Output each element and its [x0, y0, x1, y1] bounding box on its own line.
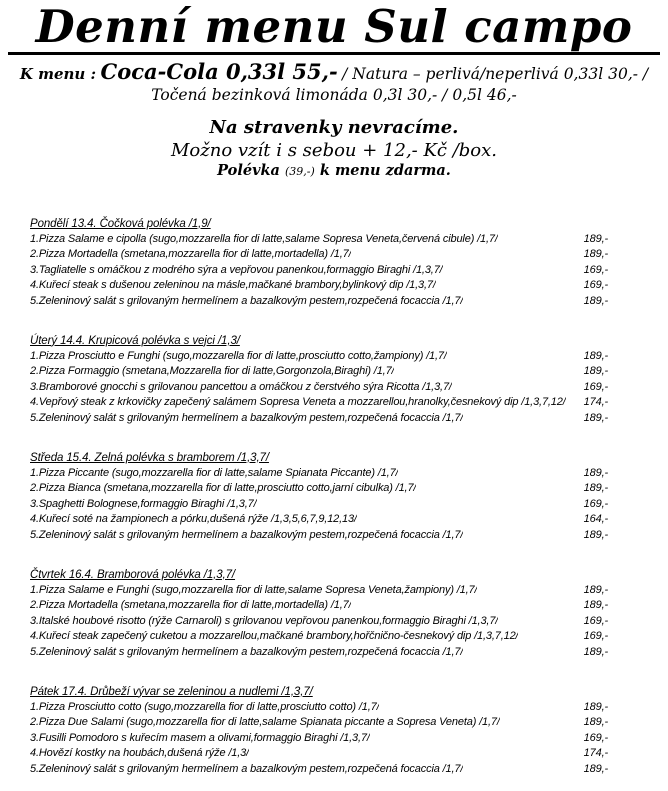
- menu-item-price: 169,-: [583, 380, 608, 393]
- menu-item-price: 189,-: [583, 365, 608, 378]
- menu-item-text: 4.Vepřový steak z krkovičky zapečený salámem Sopresa Veneta a mozzarellou,hranolky,česnekový dip /1,3,7,12/: [30, 396, 566, 409]
- day-section-monday: [30, 216, 608, 310]
- day-section-wednesday: [30, 450, 608, 544]
- day-heading: Čtvrtek 16.4. Bramborová polévka /1,3,7/: [30, 568, 236, 581]
- menu-item-text: 4.Kuřecí soté na žampionech a pórku,dušená rýže /1,3,5,6,7,9,12,13/: [30, 513, 357, 526]
- menu-item-text: 4.Kuřecí steak s dušenou zeleninou na másle,mačkané brambory,bylinkový dip /1,3,7/: [30, 279, 436, 292]
- menu-item-text: 3.Tagliatelle s omáčkou z modrého sýra a vepřovou panenkou,formaggio Biraghi /1,3,7/: [30, 263, 443, 276]
- menu-item-price: 189,-: [583, 248, 608, 261]
- menu-item-price: 169,-: [583, 614, 608, 627]
- menu-item-text: 3.Bramborové gnocchi s grilovanou pancettou a omáčkou z čerstvého sýra Ricotta /1,3,7/: [30, 380, 452, 393]
- menu-item-price: 189,-: [583, 349, 608, 362]
- menu-item: [30, 598, 608, 614]
- menu-item-price: 169,-: [583, 279, 608, 292]
- menu-item-price: 189,-: [583, 716, 608, 729]
- menu-item: [30, 466, 608, 482]
- menu-item-price: 189,-: [583, 482, 608, 495]
- menu-item: [30, 731, 608, 747]
- menu-item-text: 5.Zeleninový salát s grilovaným hermelínem a bazalkovým pestem,rozpečená focaccia /1,7/: [30, 412, 464, 425]
- takeaway-note: Možno vzít i s sebou + 12,- Kč /box.: [170, 139, 498, 161]
- soup-note-prefix: Polévka: [217, 161, 285, 179]
- limonada-line: Točená bezinková limonáda 0,3l 30,- / 0,5l 46,-: [151, 85, 517, 104]
- drinks-line: [0, 59, 668, 84]
- menu-item-price: 169,-: [583, 263, 608, 276]
- menu-item-price: 189,-: [583, 412, 608, 425]
- menu-item-price: 189,-: [583, 295, 608, 308]
- day-heading: Středa 15.4. Zelná polévka s bramborem /1,3,7/: [30, 451, 269, 464]
- menu-item-price: 169,-: [583, 731, 608, 744]
- natura-offer: / Natura – perlivá/neperlivá 0,33l 30,- /: [342, 64, 649, 83]
- menu-item-text: 1.Pizza Prosciutto e Funghi (sugo,mozzarella fior di latte,prosciutto cotto,žampiony) /1,7/: [30, 349, 447, 362]
- menu-item-text: 1.Pizza Salame e Funghi (sugo,mozzarella fior di latte,salame Sopresa Veneta,žampiony) /1,7/: [30, 583, 478, 596]
- menu-item: [30, 380, 608, 396]
- k-menu-label: K menu :: [19, 64, 97, 83]
- menu-item-text: 2.Pizza Mortadella (smetana,mozzarella fior di latte,mortadella) /1,7/: [30, 248, 352, 261]
- menu-item-price: 189,-: [583, 599, 608, 612]
- menu-item-text: 5.Zeleninový salát s grilovaným hermelínem a bazalkovým pestem,rozpečená focaccia /1,7/: [30, 762, 464, 775]
- menu-item: [30, 614, 608, 630]
- menu-item-price: 189,-: [583, 529, 608, 541]
- menu-item: [30, 645, 608, 661]
- menu-item-text: 2.Pizza Mortadella (smetana,mozzarella fior di latte,mortadella) /1,7/: [30, 599, 352, 612]
- menu-item: [30, 528, 608, 544]
- menu-item: [30, 278, 608, 294]
- day-section-friday: [30, 684, 608, 778]
- day-section-tuesday: [30, 333, 608, 427]
- menu-item-price: 189,-: [583, 700, 608, 713]
- menu-item: [30, 349, 608, 365]
- menu-item-text: 3.Italské houbové risotto (rýže Carnaroli) s grilovanou vepřovou panenkou,formaggio Biraghi /1,3,7/: [30, 614, 499, 627]
- menu-item-price: 169,-: [583, 630, 608, 643]
- soup-note: [0, 162, 668, 179]
- menu-item-price: 189,-: [583, 762, 608, 775]
- day-heading: Úterý 14.4. Krupicová polévka s vejci /1,3/: [30, 334, 240, 347]
- menu-item-text: 3.Fusilli Pomodoro s kuřecím masem a olivami,formaggio Biraghi /1,3,7/: [30, 731, 370, 744]
- menu-item-text: 2.Pizza Bianca (smetana,mozzarella fior di latte,prosciutto cotto,jarní cibulka) /1,7/: [30, 482, 417, 495]
- menu-item-text: 4.Kuřecí steak zapečený cuketou a mozzarellou,mačkané brambory,hořčnično-česnekový dip /1,3,7,12/: [30, 630, 519, 643]
- menu-item-text: 1.Pizza Piccante (sugo,mozzarella fior di latte,salame Spianata Piccante) /1,7/: [30, 466, 399, 479]
- menu-item-price: 189,-: [583, 583, 608, 596]
- day-heading: Pátek 17.4. Drůbeží vývar se zeleninou a nudlemi /1,3,7/: [30, 685, 313, 698]
- menu-item: [30, 364, 608, 380]
- menu-item: [30, 232, 608, 248]
- menu-item: [30, 411, 608, 427]
- menu-item-price: 174,-: [583, 747, 608, 760]
- menu-item-price: 189,-: [583, 232, 608, 245]
- menu-item: [30, 715, 608, 731]
- menu-item-price: 164,-: [583, 513, 608, 526]
- menu-item: [30, 294, 608, 310]
- menu-item: [30, 395, 608, 411]
- menu-item-price: 189,-: [583, 466, 608, 479]
- daily-menu: [30, 216, 608, 778]
- page-title: Denní menu Sul campo: [8, 3, 660, 55]
- menu-item-text: 1.Pizza Prosciutto cotto (sugo,mozzarella fior di latte,prosciutto cotto) /1,7/: [30, 700, 380, 713]
- day-section-thursday: [30, 567, 608, 661]
- menu-item-price: 189,-: [583, 645, 608, 658]
- menu-item-text: 4.Hovězí kostky na houbách,dušená rýže /1,3/: [30, 747, 250, 760]
- menu-item-text: 5.Zeleninový salát s grilovaným hermelínem a bazalkovým pestem,rozpečená focaccia /1,7/: [30, 295, 464, 308]
- menu-item: [30, 746, 608, 762]
- menu-item-text: 5.Zeleninový salát s grilovaným hermelínem a bazalkovým pestem,rozpečená focaccia /1,7/: [30, 645, 464, 658]
- soup-price: (39,-): [285, 164, 315, 178]
- coca-cola-offer: Coca-Cola 0,33l 55,-: [100, 58, 338, 84]
- menu-item: [30, 762, 608, 778]
- menu-item-price: 174,-: [583, 396, 608, 409]
- menu-item: [30, 263, 608, 279]
- menu-item-text: 2.Pizza Formaggio (smetana,Mozzarella fior di latte,Gorgonzola,Biraghi) /1,7/: [30, 365, 395, 378]
- menu-item-price: 169,-: [583, 497, 608, 510]
- menu-item: [30, 497, 608, 513]
- stravenky-note: Na stravenky nevracíme.: [209, 116, 459, 138]
- menu-item-text: 5.Zeleninový salát s grilovaným hermelínem a bazalkovým pestem,rozpečená focaccia /1,7/: [30, 529, 464, 541]
- day-heading: Pondělí 13.4. Čočková polévka /1,9/: [30, 217, 211, 230]
- menu-item: [30, 247, 608, 263]
- menu-item-text: 3.Spaghetti Bolognese,formaggio Biraghi /1,3,7/: [30, 497, 257, 510]
- menu-item-text: 1.Pizza Salame e cipolla (sugo,mozzarella fior di latte,salame Sopresa Veneta,červená cibule) /1,7/: [30, 232, 498, 245]
- menu-item: [30, 629, 608, 645]
- menu-item: [30, 481, 608, 497]
- menu-item-text: 2.Pizza Due Salami (sugo,mozzarella fior di latte,salame Spianata piccante a Sopresa Veneta) /1,7/: [30, 716, 500, 729]
- menu-item: [30, 583, 608, 599]
- soup-note-suffix: k menu zdarma.: [314, 161, 451, 179]
- menu-item: [30, 512, 608, 528]
- menu-item: [30, 700, 608, 716]
